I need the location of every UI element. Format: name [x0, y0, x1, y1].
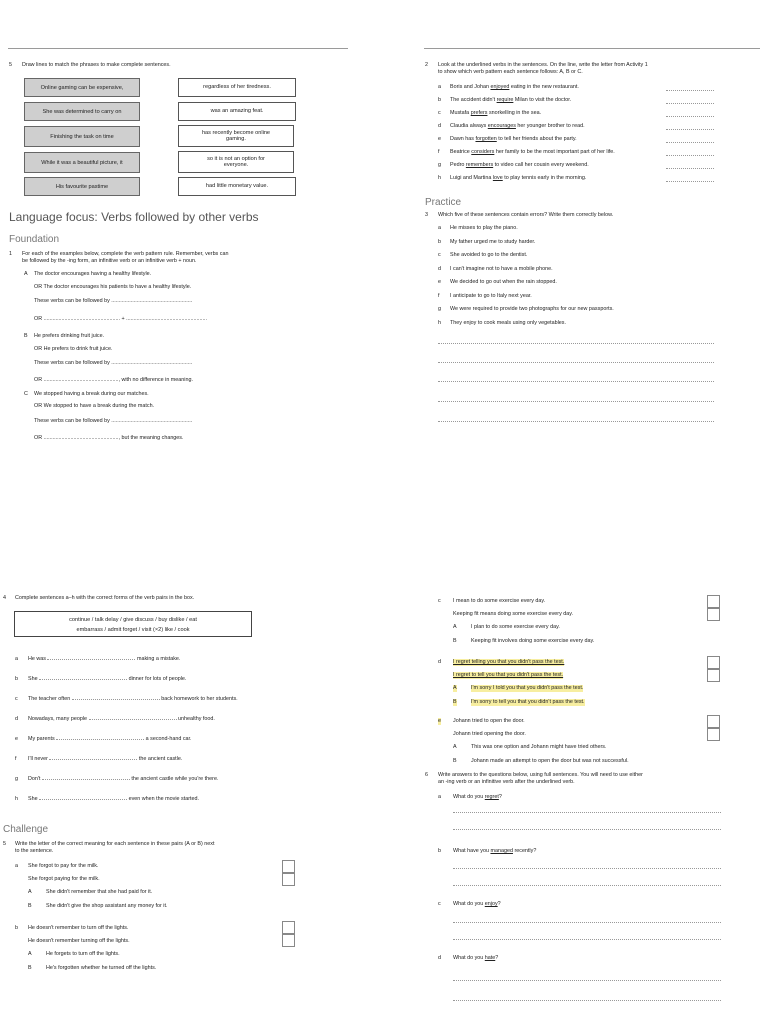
match-left-3[interactable]: Finishing the task on time	[24, 126, 140, 147]
ex1-c-line3[interactable]: These verbs can be followed by ......................................................	[34, 418, 193, 424]
pair-c-sentence-1: I mean to do some exercise every day.	[453, 598, 546, 604]
ex4-item-text-end: back homework to her students.	[159, 696, 238, 702]
ex6-q-c-text: What do you	[453, 901, 485, 907]
ex3-instruction: Which five of these sentences contain errors? Write them correctly below.	[438, 212, 614, 218]
ex4-item	[15, 676, 345, 696]
ex5-number: 5	[9, 62, 12, 68]
ex2-answer-line[interactable]	[666, 103, 714, 104]
ex2-item-text: Pedro	[450, 162, 466, 168]
ex4-blank[interactable]	[72, 699, 160, 700]
ex4-item	[15, 776, 345, 796]
ex6-q-c-verb: enjoy	[484, 901, 498, 907]
ex6-q-b-text: What have you	[453, 848, 491, 854]
ex4-item-letter: a	[15, 656, 18, 662]
ex2-item-letter: b	[438, 97, 441, 103]
ex4-item-letter: e	[15, 736, 18, 742]
pair-c-checkbox-2[interactable]	[707, 608, 720, 621]
ex6-q-c-letter: c	[438, 901, 441, 907]
ex4-item-letter: d	[15, 716, 18, 722]
ex2-answer-line[interactable]	[666, 90, 714, 91]
pair-a-sentence-2: She forgot paying for the milk.	[28, 876, 100, 882]
option-b-label: B	[28, 965, 32, 971]
ex3-item-text: I can't imagine not to have a mobile phone.	[450, 265, 553, 272]
ex1-a-line3[interactable]: These verbs can be followed by ......................................................	[34, 298, 193, 304]
ex2-item-text-end: her younger brother to read.	[515, 123, 585, 129]
ex2-item-verb: encourages	[487, 123, 516, 129]
ex1-a-line4[interactable]: OR ................................................... + ......................................................	[34, 316, 207, 322]
ex6-q-d-text: What do you	[453, 955, 485, 961]
ex3-item	[438, 239, 758, 253]
ex3-item	[438, 225, 758, 239]
ex6-answer-line[interactable]	[453, 980, 721, 981]
ex4-item-text-end: the ancient castle.	[137, 756, 183, 762]
ex3-item	[438, 266, 758, 280]
ex2-item-text-end: to video call her cousin every weekend.	[493, 162, 589, 168]
ex4-blank[interactable]	[47, 659, 135, 660]
ex1-number: 1	[9, 251, 12, 257]
top-left-rule	[8, 48, 348, 49]
ex6-instruction-2: an -ing verb or an infinitive verb after the underlined verb.	[438, 779, 575, 785]
match-right-4[interactable]: so it is not an option for everyone.	[178, 151, 294, 173]
ex2-item-verb: forgotten	[475, 136, 497, 142]
ex2-item-text: The accident didn't	[450, 97, 497, 103]
ex6-number: 6	[425, 772, 428, 778]
ex1-instruction-2: be followed by the -ing form, an infinitive verb or an infinitive verb + noun.	[22, 258, 197, 264]
ex2-item-text-end: to tell her friends about the party.	[496, 136, 577, 142]
ex6-q-b-letter: b	[438, 848, 441, 854]
ex2-item-text: Dawn has	[450, 136, 476, 142]
ex4-list	[15, 656, 345, 816]
pair-b-sentence-1: He doesn't remember to turn off the lights.	[28, 925, 129, 931]
ex4-item-text: Don't	[28, 776, 42, 782]
ex3-number: 3	[425, 212, 428, 218]
pair-c-letter: c	[438, 598, 441, 604]
ex6-answer-line[interactable]	[453, 922, 721, 923]
ex4-item-text-end: making a mistake.	[135, 656, 181, 662]
ex4-item-text: He was	[28, 656, 48, 662]
ex3-item	[438, 293, 758, 307]
pair-c-checkbox-1[interactable]	[707, 595, 720, 608]
ex6-q-b-end: recently?	[512, 848, 537, 854]
ex2-item-text: Mustafa	[450, 110, 471, 116]
pair-a-checkbox-2[interactable]	[282, 873, 295, 886]
option-b-label: B	[453, 638, 457, 644]
ex2-item-letter: d	[438, 123, 441, 129]
ex6-answer-line[interactable]	[453, 1000, 721, 1001]
ex5-instruction: Draw lines to match the phrases to make complete sentences.	[22, 62, 171, 68]
ex3-item-letter: b	[438, 238, 441, 245]
ex3-item-letter: g	[438, 306, 441, 312]
ex1-a-line2: OR The doctor encourages his patients to have a healthy lifestyle.	[34, 284, 192, 290]
ex2-number: 2	[425, 62, 428, 68]
pair-c-option-b: Keeping fit involves doing some exercise every day.	[471, 638, 595, 644]
ex2-instruction-2: to show which verb pattern each sentence follows: A, B or C.	[438, 69, 583, 75]
ex2-item-text: Beatrice	[450, 149, 472, 155]
ex4-item-text-end: even when the movie started.	[127, 796, 200, 802]
pair-a-checkbox-1[interactable]	[282, 860, 295, 873]
ex6-q-a-verb: regret	[484, 794, 499, 800]
pair-d-letter: d	[438, 659, 441, 665]
pair-d-option-b: I'm sorry to tell you that you didn't pass the test.	[471, 699, 585, 705]
ex2-item-text: Luigi and Martina	[450, 175, 493, 181]
pair-e-sentence-1: Johann tried to open the door.	[453, 718, 525, 724]
ex4-item	[15, 716, 345, 736]
match-right-3[interactable]: has recently become online gaming.	[178, 125, 294, 147]
pair-c-sentence-2: Keeping fit means doing some exercise every day.	[453, 611, 574, 617]
ex6-instruction-1: Write answers to the questions below, using full sentences. You will need to use either	[438, 772, 643, 778]
ex3-item-letter: d	[438, 265, 441, 272]
ex1-c-line4[interactable]: OR .................................................., but the meaning changes.	[34, 435, 184, 441]
ex6-answer-line[interactable]	[453, 868, 721, 869]
match-left-4[interactable]: While it was a beautiful picture, it	[24, 152, 140, 173]
pair-e-checkbox-2[interactable]	[707, 728, 720, 741]
ex2-item-text-end: Milan to visit the doctor.	[513, 97, 572, 103]
ex1-c-line1: We stopped having a break during our matches.	[34, 391, 149, 397]
ex6-q-a-text: What do you	[453, 794, 485, 800]
ex3-item-letter: f	[438, 292, 440, 299]
pair-b-letter: b	[15, 925, 18, 931]
ex1-b-line1: He prefers drinking fruit juice.	[34, 333, 105, 339]
ex4-item-letter: c	[15, 696, 18, 702]
challenge-subheading: Challenge	[3, 824, 49, 835]
ex2-item-verb: require	[496, 97, 514, 103]
ex2-answer-line[interactable]	[666, 155, 714, 156]
option-b-label: B	[453, 758, 457, 764]
ex5b-number: 5	[3, 841, 6, 847]
ex4-item-text: Nowadays, many people	[28, 716, 89, 722]
pair-a-sentence-1: She forgot to pay for the milk.	[28, 863, 99, 869]
ex3-item-letter: c	[438, 252, 441, 258]
ex3-answer-line[interactable]	[438, 421, 714, 422]
pair-e-option-b: Johann made an attempt to open the door but was not successful.	[471, 758, 629, 764]
ex3-answer-line[interactable]	[438, 343, 714, 344]
ex4-instruction: Complete sentences a–h with the correct forms of the verb pairs in the box.	[15, 595, 195, 601]
ex4-blank[interactable]	[89, 719, 177, 720]
match-left-2[interactable]: She was determined to carry on	[24, 102, 140, 121]
ex2-list	[438, 84, 758, 188]
ex6-q-a-letter: a	[438, 794, 441, 800]
ex1-b-letter: B	[24, 333, 28, 339]
pair-d-option-a: I'm sorry I told you that you didn't pass the test.	[471, 685, 584, 691]
pair-a-letter: a	[15, 863, 18, 869]
ex3-answer-line[interactable]	[438, 401, 714, 402]
option-a-label: A	[453, 624, 457, 630]
ex6-q-c-end: ?	[497, 901, 501, 907]
ex4-blank[interactable]	[39, 679, 127, 680]
pair-d-checkbox-2[interactable]	[707, 669, 720, 682]
ex6-q-d	[453, 955, 498, 962]
ex3-item	[438, 320, 758, 334]
pair-e-checkbox-1[interactable]	[707, 715, 720, 728]
ex2-item-text-end: eating in the new restaurant.	[509, 84, 579, 90]
ex2-item-letter: f	[438, 149, 440, 155]
match-left-1[interactable]: Online gaming can be expensive,	[24, 78, 140, 97]
ex2-item-verb: enjoyed	[490, 84, 510, 90]
ex4-item-text-end: dinner for lots of people.	[127, 676, 187, 682]
ex3-item-text: She avoided to go to the dentist.	[450, 252, 528, 258]
option-b-label: B	[28, 903, 32, 909]
ex4-item-letter: b	[15, 676, 18, 682]
ex1-c-line2: OR We stopped to have a break during the match.	[34, 403, 155, 409]
ex3-item-letter: h	[438, 319, 441, 326]
ex3-item-text: I anticipate to go to Italy next year.	[450, 292, 532, 299]
ex4-item-letter: h	[15, 796, 18, 802]
ex2-item-text-end: to play tennis early in the morning.	[502, 175, 587, 181]
match-left-5[interactable]: His favourite pastime	[24, 177, 140, 196]
ex4-blank[interactable]	[49, 759, 137, 760]
ex6-answer-line[interactable]	[453, 939, 721, 940]
ex6-q-b	[453, 848, 536, 855]
ex4-number: 4	[3, 595, 6, 601]
ex6-q-a-end: ?	[498, 794, 502, 800]
pair-d-sentence-2: I regret to tell you that you didn't pass the test.	[453, 672, 564, 678]
ex3-item-text: We were required to provide two photographs for our new passports.	[450, 306, 614, 312]
option-a-label: A	[453, 744, 457, 750]
ex2-item	[438, 97, 758, 110]
ex5b-instruction-1: Write the letter of the correct meaning for each sentence in these pairs (A or B) next	[15, 841, 215, 847]
ex2-item-letter: e	[438, 136, 441, 142]
ex1-b-line4[interactable]: OR .................................................., with no difference in meaning.	[34, 377, 193, 383]
ex2-item	[438, 175, 758, 188]
top-right-rule	[424, 48, 760, 49]
match-right-5[interactable]: had little monetary value.	[178, 177, 296, 196]
ex2-item-letter: h	[438, 175, 441, 181]
ex6-answer-line[interactable]	[453, 885, 721, 886]
ex4-item-text: She	[28, 796, 40, 802]
pair-e-option-a: This was one option and Johann might have tried others.	[471, 744, 607, 750]
pair-a-option-b: She didn't give the shop assistant any money for it.	[46, 903, 168, 909]
ex6-q-c	[453, 901, 501, 908]
ex2-answer-line[interactable]	[666, 129, 714, 130]
verb-pairs-line-1: continue / talk delay / give discuss / buy dislike / eat	[69, 617, 197, 623]
ex1-c-letter: C	[24, 391, 28, 397]
ex2-item	[438, 123, 758, 136]
ex2-item	[438, 136, 758, 149]
ex3-item-text: He misses to play the piano.	[450, 225, 518, 231]
ex2-item	[438, 149, 758, 162]
ex4-item-text-end: the ancient castle while you're there.	[129, 776, 219, 782]
ex3-item-letter: e	[438, 279, 441, 285]
option-a-label: A	[28, 951, 32, 957]
ex3-answer-line[interactable]	[438, 362, 714, 363]
ex4-item-letter: f	[15, 756, 17, 762]
ex4-item	[15, 796, 345, 816]
ex2-item-verb: prefers	[470, 110, 488, 116]
ex6-answer-line[interactable]	[453, 829, 721, 830]
ex5b-instruction-2: to the sentence.	[15, 848, 54, 854]
ex4-blank[interactable]	[42, 779, 130, 780]
ex3-answer-line[interactable]	[438, 381, 714, 382]
pair-a-option-a: She didn't remember that she had paid for it.	[46, 889, 153, 895]
ex3-item-letter: a	[438, 225, 441, 231]
ex2-answer-line[interactable]	[666, 116, 714, 117]
ex2-item-letter: c	[438, 110, 441, 116]
ex2-item-text-end: snorkelling in the sea.	[487, 110, 542, 116]
ex4-item-text: My parents	[28, 736, 57, 742]
ex3-item	[438, 279, 758, 293]
option-a-label: A	[453, 685, 457, 691]
pair-e-letter: e	[438, 718, 441, 724]
ex2-answer-line[interactable]	[666, 181, 714, 182]
pair-b-sentence-2: He doesn't remember turning off the lights.	[28, 938, 130, 944]
ex2-item-text-end: her family to be the most important part of her life.	[494, 149, 615, 155]
ex2-item-verb: remembers	[465, 162, 494, 168]
ex2-item-verb: love	[492, 175, 503, 181]
ex1-a-line1: The doctor encourages having a healthy lifestyle.	[34, 271, 152, 277]
ex2-item-text: Boris and Johan	[450, 84, 491, 90]
verb-pairs-box	[14, 611, 252, 637]
ex3-item-text: We decided to go out when the rain stopped.	[450, 279, 557, 285]
ex4-item-text-end: a second-hand car.	[144, 736, 192, 742]
ex4-blank[interactable]	[39, 799, 127, 800]
ex4-item-text-end: unhealthy food.	[176, 716, 215, 722]
ex1-b-line2: OR He prefers to drink fruit juice.	[34, 346, 113, 352]
ex2-answer-line[interactable]	[666, 168, 714, 169]
ex4-item	[15, 756, 345, 776]
ex2-item	[438, 162, 758, 175]
pair-d-sentence-1: I regret telling you that you didn't pass the test.	[453, 659, 565, 665]
ex6-q-a	[453, 794, 502, 801]
ex3-item	[438, 252, 758, 266]
ex2-item	[438, 110, 758, 123]
ex6-q-d-letter: d	[438, 955, 441, 961]
ex2-answer-line[interactable]	[666, 142, 714, 143]
ex3-item	[438, 306, 758, 320]
ex1-instruction-1: For each of the examples below, complete the verb pattern rule. Remember, verbs can	[22, 251, 229, 257]
ex6-q-b-verb: managed	[490, 848, 513, 854]
ex4-item-letter: g	[15, 776, 18, 782]
ex4-item	[15, 696, 345, 716]
option-a-label: A	[28, 889, 32, 895]
foundation-subheading: Foundation	[9, 234, 60, 245]
pair-b-option-a: He forgets to turn off the lights.	[46, 951, 120, 957]
ex4-item-text: She	[28, 676, 40, 682]
verb-pairs-line-2: embarrass / admit forget / visit (×2) like / cook	[76, 627, 190, 633]
option-b-label: B	[453, 699, 457, 705]
practice-subheading: Practice	[425, 197, 462, 208]
match-right-2[interactable]: was an amazing feat.	[178, 102, 296, 121]
pair-c-option-a: I plan to do some exercise every day.	[471, 624, 560, 630]
ex3-item-text: My father urged me to study harder.	[450, 238, 536, 245]
pair-d-checkbox-1[interactable]	[707, 656, 720, 669]
ex2-item-letter: g	[438, 162, 441, 168]
ex2-item-text: Claudia always	[450, 123, 488, 129]
pair-b-checkbox-1[interactable]	[282, 921, 295, 934]
ex4-item-text: I'll never	[28, 756, 50, 762]
ex6-answer-line[interactable]	[453, 812, 721, 813]
match-right-1[interactable]: regardless of her tiredness.	[178, 78, 296, 97]
ex6-q-d-verb: hate	[484, 955, 496, 961]
ex4-blank[interactable]	[56, 739, 144, 740]
ex4-item	[15, 656, 345, 676]
ex3-item-text: They enjoy to cook meals using only vegetables.	[450, 319, 566, 326]
ex2-item-verb: considers	[471, 149, 495, 155]
ex2-instruction-1: Look at the underlined verbs in the sentences. On the line, write the letter from Activity 1	[438, 62, 648, 68]
ex4-item-text: The teacher often	[28, 696, 72, 702]
ex6-q-d-end: ?	[495, 955, 499, 961]
pair-e-sentence-2: Johann tried opening the door.	[453, 731, 526, 737]
ex1-b-line3[interactable]: These verbs can be followed by ......................................................	[34, 360, 193, 366]
ex1-a-letter: A	[24, 271, 28, 277]
pair-b-checkbox-2[interactable]	[282, 934, 295, 947]
ex2-item	[438, 84, 758, 97]
pair-b-option-b: He's forgotten whether he turned off the lights.	[46, 965, 157, 971]
language-focus-heading: Language focus: Verbs followed by other verbs	[9, 210, 259, 224]
ex2-item-letter: a	[438, 84, 441, 90]
ex3-list	[438, 225, 758, 333]
ex4-item	[15, 736, 345, 756]
